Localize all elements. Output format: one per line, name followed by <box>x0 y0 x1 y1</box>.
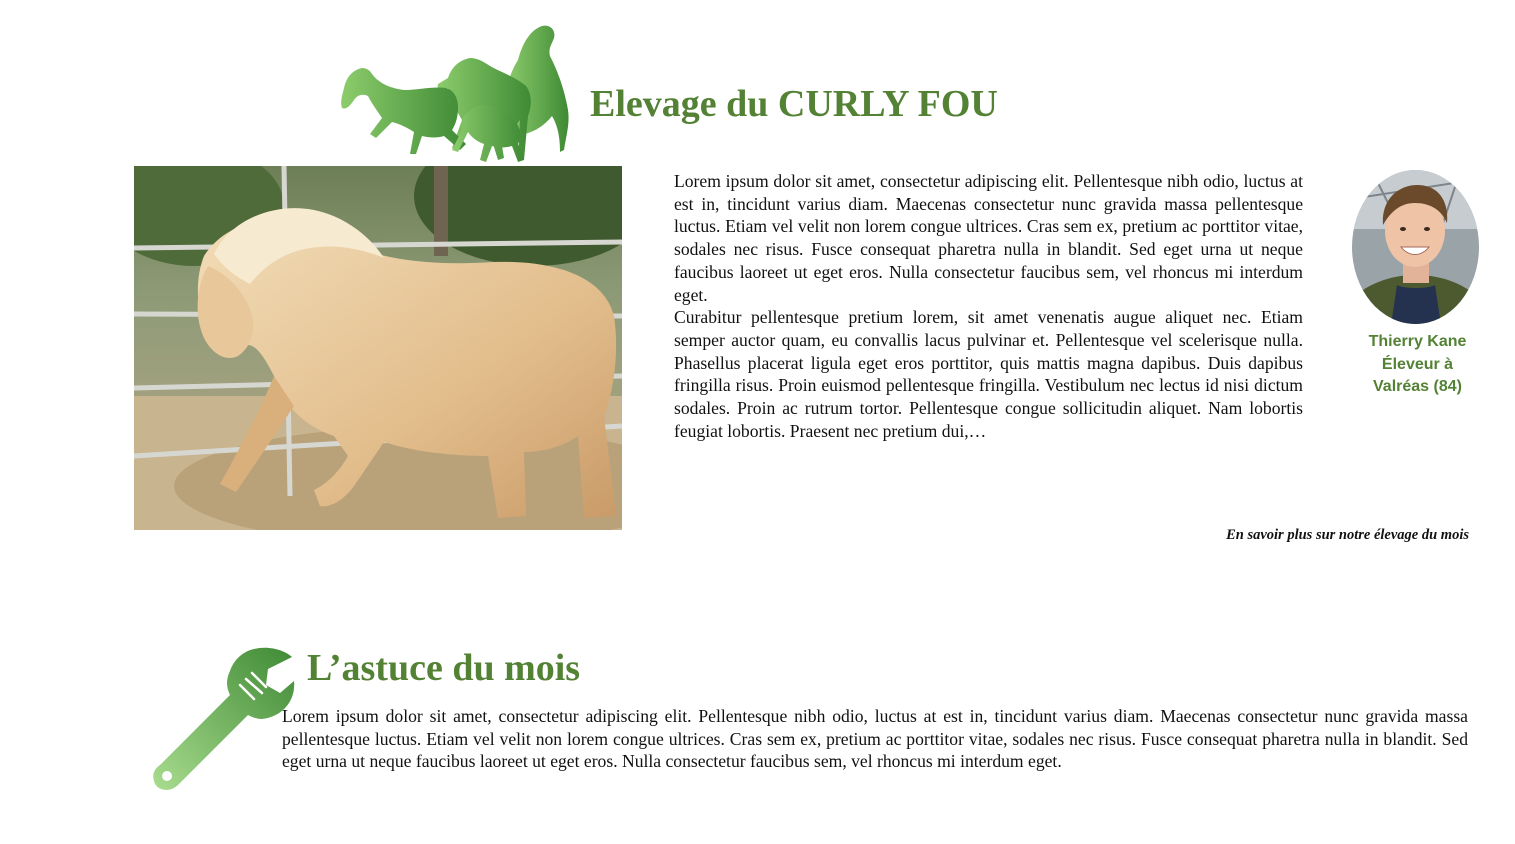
breeder-location: Valréas (84) <box>1373 378 1462 395</box>
feature-paragraph: Curabitur pellentesque pretium lorem, sit amet venenatis augue aliquet nec. Etiam semper auctor quam, eu convallis lacus pulvinar et. Pellentesque vel scelerisque nulla. Phasellus placerat ligula eget eros porttitor, quis mattis magna dapibus. Duis dapibus fringilla risus. Proin euismod pellentesque fringilla. Vestibulum nec lectus id nisi dictum sodales. Proin ac rutrum tortor. Pellentesque congue sollicitudin aliquet. Nam lobortis feugiat lobortis. Praesent nec pretium dui,… <box>674 307 1303 441</box>
breeder-caption <box>1340 331 1495 399</box>
feature-title: Elevage du CURLY FOU <box>590 83 998 125</box>
tip-text <box>282 705 1468 773</box>
galloping-horses-icon <box>338 20 570 165</box>
breeder-portrait <box>1351 169 1480 325</box>
read-more-link[interactable]: En savoir plus sur notre élevage du mois <box>1226 527 1469 543</box>
tip-title: L’astuce du mois <box>307 647 581 689</box>
feature-text <box>674 170 1303 442</box>
tip-paragraph: Lorem ipsum dolor sit amet, consectetur adipiscing elit. Pellentesque nibh odio, luctus at est in, tincidunt varius diam. Maecenas consectetur nunc gravida massa pellentesque luctus. Etiam vel velit non lorem congue ultrices. Cras sem ex, pretium ac porttitor vitae, sodales nec risus. Fusce consequat pharetra nulla in blandit. Sed eget urna ut neque faucibus laoreet ut eget eros. Nulla consectetur faucibus sem, vel rhoncus mi interdum eget. <box>282 706 1468 772</box>
breeder-name: Thierry Kane <box>1368 333 1467 350</box>
breeder-role: Éleveur à <box>1381 355 1454 373</box>
curly-horse-photo <box>134 166 622 530</box>
wrench-icon <box>150 645 295 793</box>
feature-paragraph: Lorem ipsum dolor sit amet, consectetur adipiscing elit. Pellentesque nibh odio, luctus at est in, tincidunt varius diam. Maecenas consectetur nunc gravida massa pellentesque luctus. Etiam vel velit non lorem congue ultrices. Cras sem ex, pretium ac porttitor vitae, sodales nec risus. Fusce consequat pharetra nulla in blandit. Sed eget urna ut neque faucibus laoreet ut eget eros. Nulla consectetur faucibus sem, vel rhoncus mi interdum eget. <box>674 171 1303 305</box>
